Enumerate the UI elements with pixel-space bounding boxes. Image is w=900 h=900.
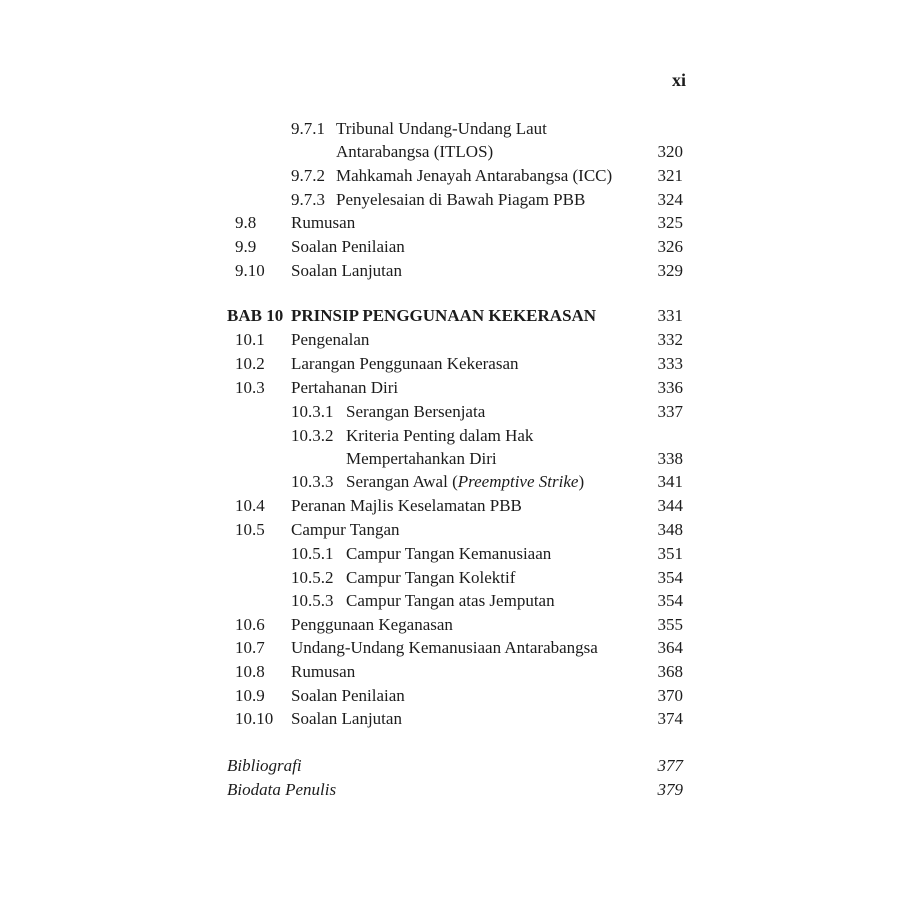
toc-entry-page: 325 bbox=[657, 213, 683, 232]
toc-entry-number: 10.4 bbox=[235, 496, 265, 515]
toc-backmatter-entry bbox=[0, 778, 900, 802]
toc-entry-page: 370 bbox=[657, 686, 683, 705]
toc-entry-page: 321 bbox=[657, 166, 683, 185]
toc-entry-title bbox=[346, 470, 584, 494]
toc-entry-page: 377 bbox=[657, 756, 683, 775]
toc-entry-number: 10.7 bbox=[235, 638, 265, 657]
toc-entry-number: 9.9 bbox=[235, 237, 257, 256]
page-number: xi bbox=[671, 70, 686, 90]
toc-entry-title: Rumusan bbox=[291, 662, 356, 681]
toc-entry bbox=[0, 566, 900, 590]
toc-entry-title: Campur Tangan Kolektif bbox=[346, 568, 516, 587]
toc-entry bbox=[0, 164, 900, 188]
toc-entry bbox=[0, 613, 900, 637]
toc-entry-page: 348 bbox=[657, 520, 683, 539]
toc-entry bbox=[0, 424, 900, 448]
toc-entry-page: 337 bbox=[657, 402, 683, 421]
toc-entry bbox=[0, 636, 900, 660]
toc-entry bbox=[0, 211, 900, 235]
toc-entry bbox=[0, 494, 900, 518]
toc-entry-number: 10.8 bbox=[235, 662, 265, 681]
toc-entry-title-close: ) bbox=[578, 472, 585, 491]
toc-entry-page: 320 bbox=[657, 142, 683, 161]
toc-entry-title-italic: Preemptive Strike bbox=[457, 472, 579, 491]
toc-entry-page: 338 bbox=[657, 449, 683, 468]
toc-entry-page: 354 bbox=[657, 568, 683, 587]
toc-entry-number: 10.3.2 bbox=[291, 426, 334, 445]
toc-entry-title: Kriteria Penting dalam Hak bbox=[346, 426, 534, 445]
toc-entry bbox=[0, 328, 900, 352]
toc-entry bbox=[0, 235, 900, 259]
toc-entry-page: 341 bbox=[657, 472, 683, 491]
toc-entry bbox=[0, 117, 900, 141]
toc-entry-title: Penggunaan Keganasan bbox=[291, 615, 453, 634]
toc-entry-page: 331 bbox=[657, 306, 683, 325]
toc-entry bbox=[0, 259, 900, 283]
toc-entry-title: Tribunal Undang-Undang Laut bbox=[336, 119, 547, 138]
toc-entry-title: Mahkamah Jenayah Antarabangsa (ICC) bbox=[336, 166, 613, 185]
toc-entry bbox=[0, 660, 900, 684]
toc-entry bbox=[0, 447, 900, 471]
toc-entry bbox=[0, 400, 900, 424]
toc-entry bbox=[0, 188, 900, 212]
toc-entry bbox=[0, 589, 900, 613]
toc-entry-title: Pengenalan bbox=[291, 330, 370, 349]
toc-entry-title: Antarabangsa (ITLOS) bbox=[336, 142, 494, 161]
toc-entry-title: Rumusan bbox=[291, 213, 356, 232]
toc-entry-number: 10.3.1 bbox=[291, 402, 334, 421]
toc-entry bbox=[0, 470, 900, 494]
toc-entry-number: 10.5.3 bbox=[291, 591, 334, 610]
toc-entry-number: 9.7.2 bbox=[291, 166, 325, 185]
toc-entry-page: 351 bbox=[657, 544, 683, 563]
toc-entry bbox=[0, 684, 900, 708]
toc-entry bbox=[0, 518, 900, 542]
toc-entry-page: 364 bbox=[657, 638, 683, 657]
toc-entry-title: Biodata Penulis bbox=[227, 780, 337, 799]
toc-entry-number: 10.1 bbox=[235, 330, 265, 349]
toc-entry-page: 333 bbox=[657, 354, 683, 373]
toc-chapter-title: PRINSIP PENGGUNAAN KEKERASAN bbox=[291, 306, 597, 325]
toc-entry-number: 10.3 bbox=[235, 378, 265, 397]
toc-entry-page: 354 bbox=[657, 591, 683, 610]
toc-entry-number: 10.5.1 bbox=[291, 544, 334, 563]
toc-entry-title: Undang-Undang Kemanusiaan Antarabangsa bbox=[291, 638, 598, 657]
toc-entry-title: Campur Tangan Kemanusiaan bbox=[346, 544, 552, 563]
toc-entry-page: 336 bbox=[657, 378, 683, 397]
toc-entry-page: 326 bbox=[657, 237, 683, 256]
toc-entry-title: Penyelesaian di Bawah Piagam PBB bbox=[336, 190, 586, 209]
toc-entry-number: 10.9 bbox=[235, 686, 265, 705]
toc-entry-title: Soalan Lanjutan bbox=[291, 709, 402, 728]
toc-chapter-number: BAB 10 bbox=[227, 306, 284, 325]
toc-entry bbox=[0, 376, 900, 400]
toc-backmatter-entry bbox=[0, 754, 900, 778]
toc-entry-title: Bibliografi bbox=[227, 756, 302, 775]
toc-entry bbox=[0, 140, 900, 164]
toc-entry-page: 368 bbox=[657, 662, 683, 681]
toc-entry-number: 10.6 bbox=[235, 615, 265, 634]
toc-entry-title: Pertahanan Diri bbox=[291, 378, 399, 397]
toc-entry-title: Soalan Penilaian bbox=[291, 237, 405, 256]
toc-entry bbox=[0, 707, 900, 731]
toc-entry-page: 379 bbox=[657, 780, 683, 799]
toc-entry-number: 10.10 bbox=[235, 709, 274, 728]
toc-chapter-heading bbox=[0, 304, 900, 328]
toc-entry-title: Soalan Lanjutan bbox=[291, 261, 402, 280]
toc-entry-number: 10.5.2 bbox=[291, 568, 334, 587]
toc-entry-title: Serangan Bersenjata bbox=[346, 402, 486, 421]
toc-entry bbox=[0, 542, 900, 566]
toc-entry-title: Campur Tangan bbox=[291, 520, 400, 539]
toc-entry-page: 355 bbox=[657, 615, 683, 634]
toc-entry-title: Campur Tangan atas Jemputan bbox=[346, 591, 555, 610]
toc-entry-number: 9.10 bbox=[235, 261, 265, 280]
toc-entry-number: 10.3.3 bbox=[291, 472, 334, 491]
toc-entry-page: 332 bbox=[657, 330, 683, 349]
toc-entry-page: 344 bbox=[657, 496, 683, 515]
toc-entry-number: 10.2 bbox=[235, 354, 265, 373]
toc-entry-page: 374 bbox=[657, 709, 683, 728]
toc-entry-page: 324 bbox=[657, 190, 683, 209]
toc-entry-number: 9.7.3 bbox=[291, 190, 325, 209]
toc-entry bbox=[0, 352, 900, 376]
toc-entry-number: 10.5 bbox=[235, 520, 265, 539]
toc-entry-number: 9.8 bbox=[235, 213, 257, 232]
toc-entry-title: Larangan Penggunaan Kekerasan bbox=[291, 354, 519, 373]
toc-entry-title: Soalan Penilaian bbox=[291, 686, 405, 705]
toc-entry-page: 329 bbox=[657, 261, 683, 280]
toc-entry-title: Mempertahankan Diri bbox=[346, 449, 497, 468]
toc-entry-number: 9.7.1 bbox=[291, 119, 325, 138]
toc-entry-title-text: Serangan Awal ( bbox=[346, 472, 458, 491]
toc-entry-title: Peranan Majlis Keselamatan PBB bbox=[291, 496, 522, 515]
